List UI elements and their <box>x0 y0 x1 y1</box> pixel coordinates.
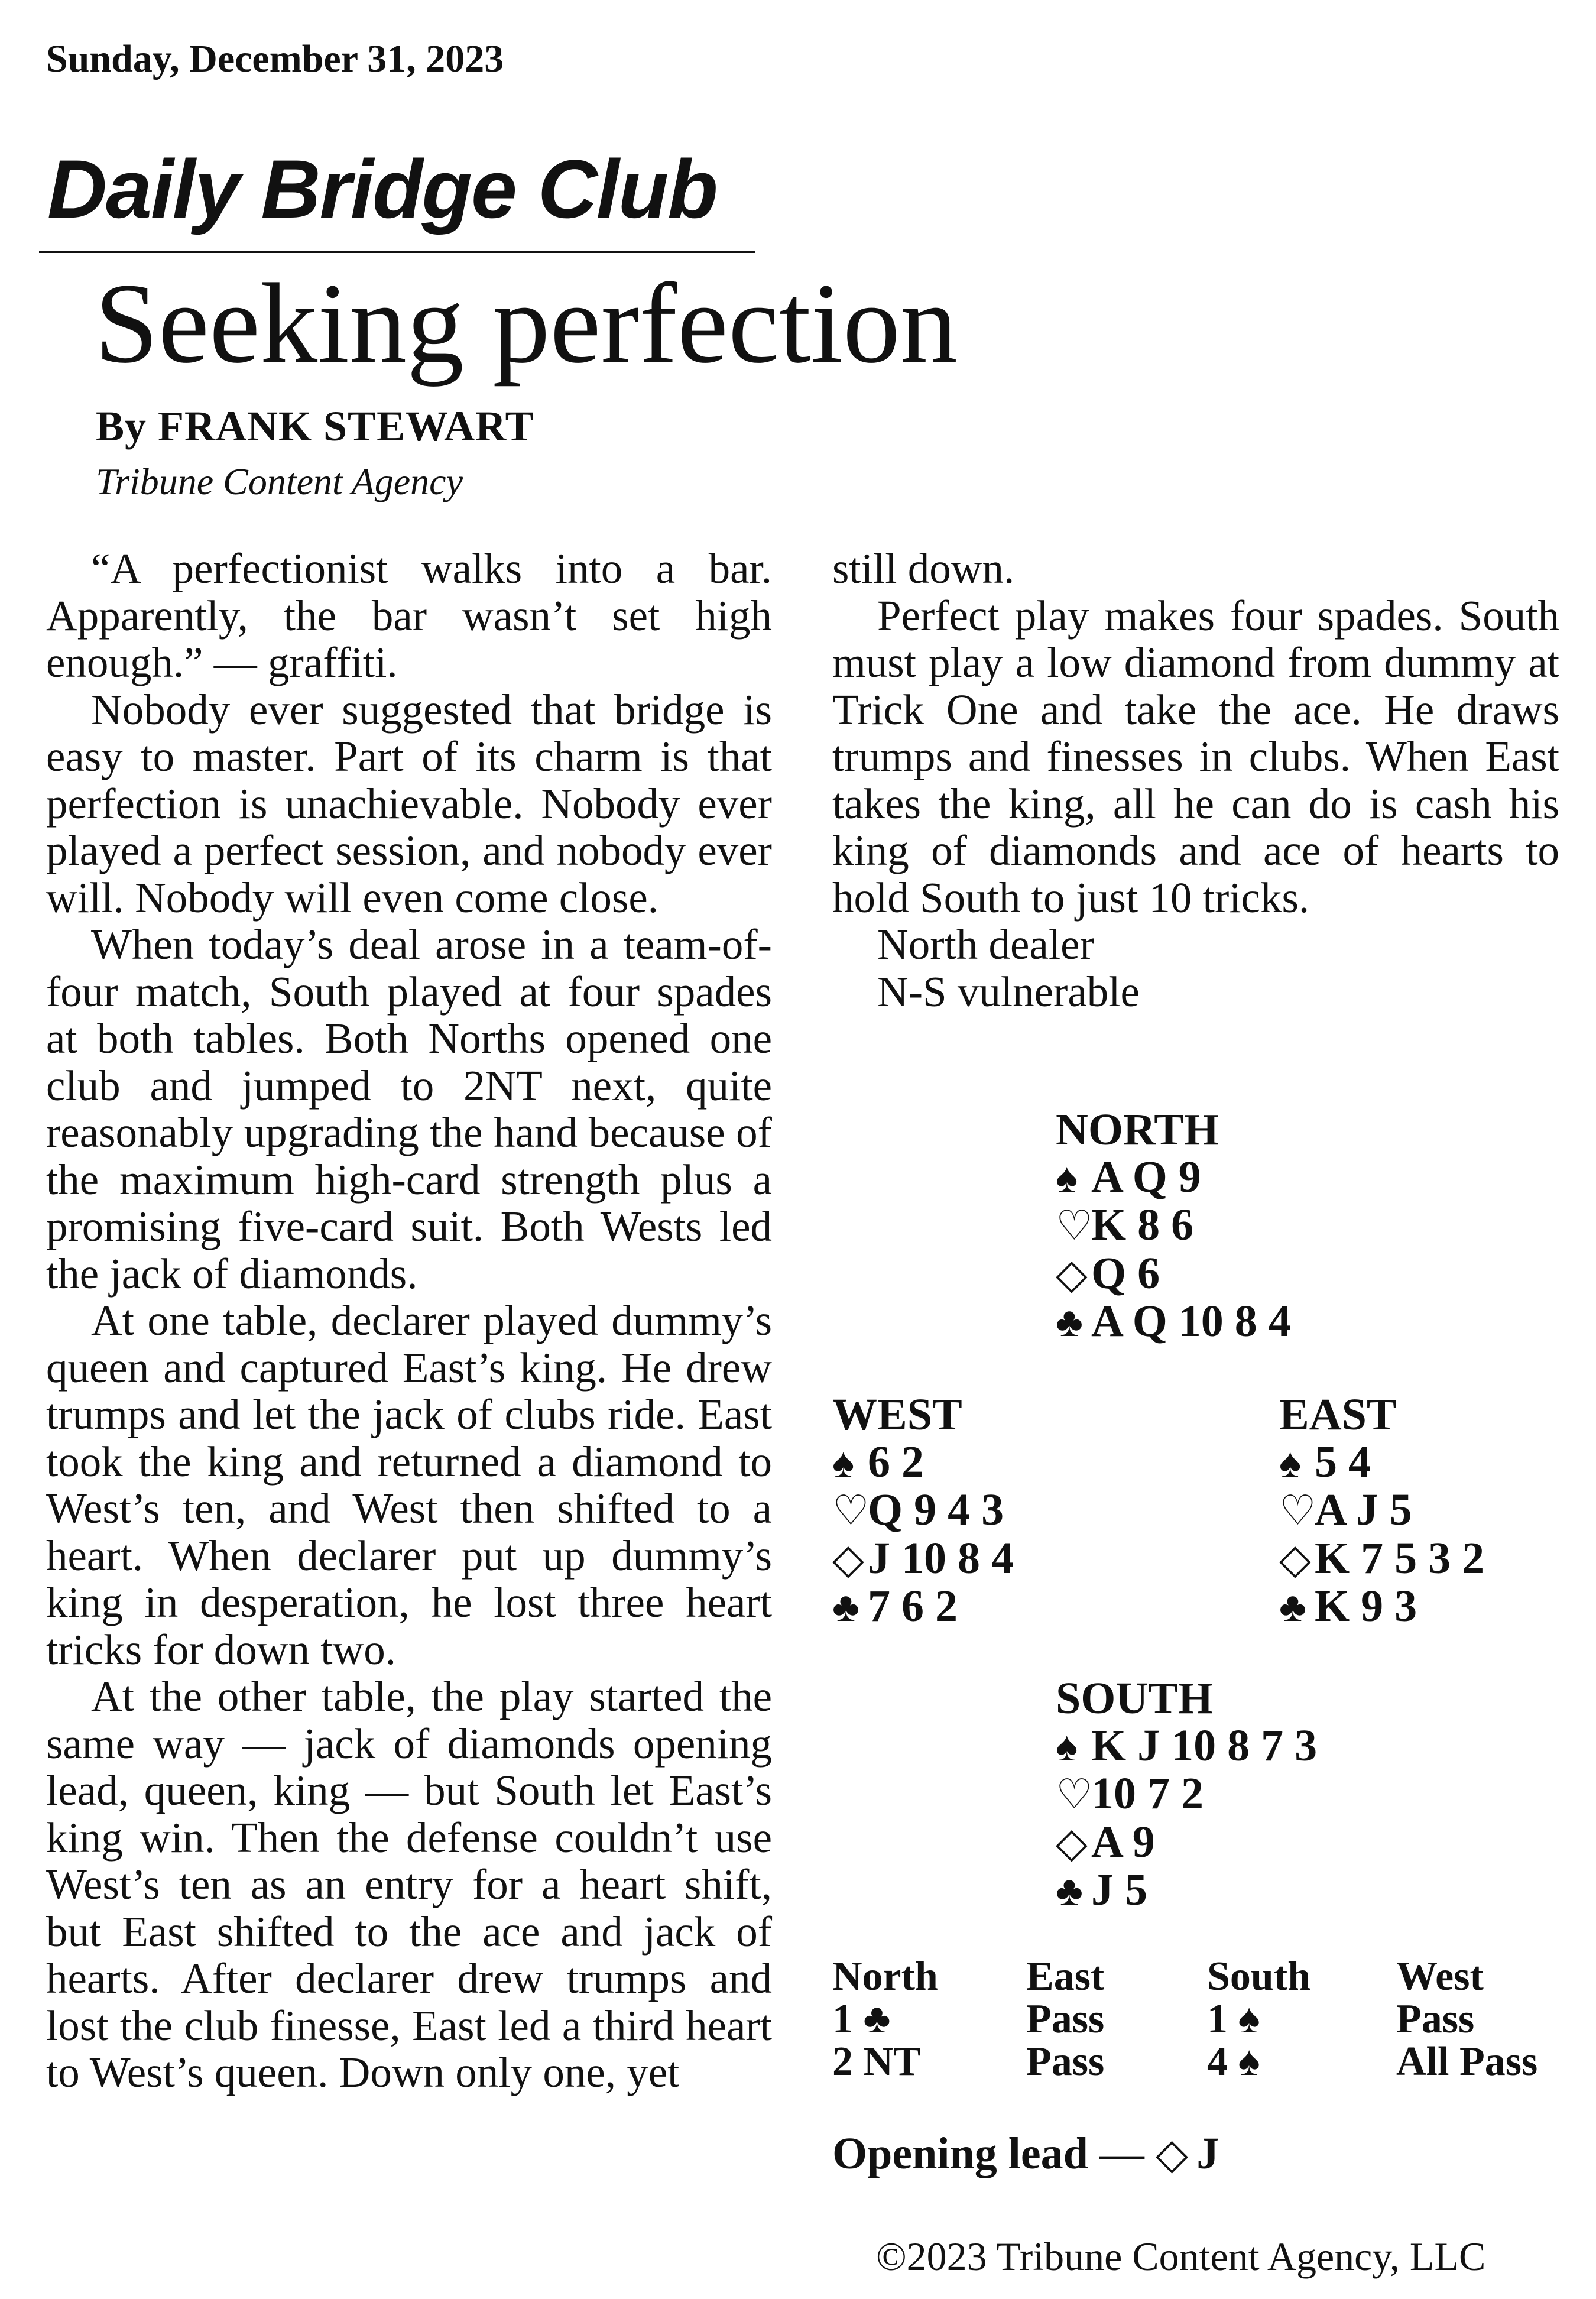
opening-lead-card: J <box>1196 2129 1219 2178</box>
heart-icon: ♡ <box>832 1489 870 1534</box>
diamond-icon: ◇ <box>1056 1251 1088 1298</box>
clubs-holding: ♣ K 9 3 <box>1279 1581 1417 1631</box>
copyright-notice: ©2023 Tribune Content Agency, LLC <box>876 2234 1486 2279</box>
diamonds-holding: ◇J 10 8 4 <box>832 1533 1014 1583</box>
hand-label: NORTH <box>1056 1105 1219 1155</box>
paragraph: When today’s deal arose in a team-of-four match, South played at four spades at both tables. Both Norths opened one club and jumped to 2NT next, quite reasonably upgrading the hand because of the maximum high-card strength plus a promising five-card suit. Both Wests led the jack of diamonds. <box>46 920 772 1298</box>
hand-label: EAST <box>1279 1390 1397 1439</box>
diamonds-holding: ◇Q 6 <box>1056 1248 1160 1298</box>
bid: 1 ♠ <box>1207 1996 1260 2042</box>
diamond-icon: ◇ <box>1056 1820 1088 1866</box>
article-column-left <box>46 545 772 2096</box>
spade-icon: ♠ <box>1056 1724 1078 1770</box>
opening-lead <box>832 2128 1219 2180</box>
dealer-info: North dealer <box>877 920 1094 968</box>
spades-holding: ♠ K J 10 8 7 3 <box>1056 1720 1318 1771</box>
bid-header: East <box>1026 1954 1105 1999</box>
hearts-holding: ♡A J 5 <box>1279 1485 1412 1535</box>
bidding-table <box>832 1956 1574 2083</box>
paragraph-continued: still down. <box>832 544 1015 592</box>
column-masthead: Daily Bridge Club <box>47 142 717 235</box>
agency-credit: Tribune Content Agency <box>96 461 463 502</box>
spades-holding: ♠ 5 4 <box>1279 1437 1371 1487</box>
hand-west <box>832 1392 1014 1632</box>
hearts-holding: ♡Q 9 4 3 <box>832 1485 1004 1535</box>
hand-east <box>1279 1392 1484 1632</box>
publication-date: Sunday, December 31, 2023 <box>46 37 504 80</box>
bid: 1 ♣ <box>832 1996 891 2042</box>
bid-header: North <box>832 1954 938 1999</box>
hand-label: SOUTH <box>1056 1674 1214 1723</box>
opening-lead-label: Opening lead — <box>832 2129 1144 2178</box>
hand-north <box>1056 1107 1291 1347</box>
spades-holding: ♠ A Q 9 <box>1056 1152 1201 1202</box>
heart-icon: ♡ <box>1279 1489 1316 1534</box>
hearts-holding: ♡K 8 6 <box>1056 1200 1194 1250</box>
spades-holding: ♠ 6 2 <box>832 1437 924 1487</box>
diamond-icon: ◇ <box>1279 1536 1311 1583</box>
spade-icon: ♠ <box>1279 1440 1302 1486</box>
bidding-header <box>832 1956 1574 1998</box>
bid-header: West <box>1396 1954 1484 1999</box>
paragraph: “A perfectionist walks into a bar. Apparently, the bar wasn’t set high enough.” — graffiti. <box>46 544 772 686</box>
clubs-holding: ♣ J 5 <box>1056 1865 1147 1915</box>
diamonds-holding: ◇K 7 5 3 2 <box>1279 1533 1485 1583</box>
club-icon: ♣ <box>1279 1585 1306 1630</box>
article-column-right <box>832 545 1559 1015</box>
clubs-holding: ♣ 7 6 2 <box>832 1581 958 1631</box>
diamond-icon: ◇ <box>832 1536 864 1583</box>
bid: 2 NT <box>832 2039 921 2084</box>
clubs-holding: ♣ A Q 10 8 4 <box>1056 1296 1291 1346</box>
hearts-holding: ♡10 7 2 <box>1056 1769 1204 1818</box>
vulnerability-info: N-S vulnerable <box>877 967 1140 1016</box>
paragraph: At the other table, the play started the same way — jack of diamonds opening lead, queen, king — but South let East’s king win. Then the defense couldn’t use West’s ten as an entry for a heart shift, but East shifted to the ace and jack of hearts. After declarer drew trumps and lost the club finesse, East led a third heart to West’s queen. Down only one, yet <box>46 1672 772 2096</box>
paragraph: At one table, declarer played dummy’s queen and captured East’s king. He drew trumps and let the jack of clubs ride. East took the king and returned a diamond to West’s ten, and West then shifted to a heart. When declarer put up dummy’s king in desperation, he lost three heart tricks for down two. <box>46 1296 772 1674</box>
bidding-round <box>832 1998 1574 2041</box>
hand-label: WEST <box>832 1390 962 1439</box>
bid: Pass <box>1396 1996 1475 2042</box>
paragraph: Perfect play makes four spades. South must play a low diamond from dummy at Trick One and take the ace. He draws trumps and finesses in clubs. When East takes the king, all he can do is cash his king of diamonds and ace of hearts to hold South to just 10 tricks. <box>832 591 1559 922</box>
heart-icon: ♡ <box>1056 1772 1093 1818</box>
article-headline: Seeking perfection <box>95 260 958 387</box>
spade-icon: ♠ <box>832 1440 855 1486</box>
club-icon: ♣ <box>832 1585 859 1630</box>
paragraph: Nobody ever suggested that bridge is easy to master. Part of its charm is that perfection is unachievable. Nobody ever played a perfect session, and nobody ever will. Nobody will even come close. <box>46 685 772 922</box>
masthead-rule <box>39 251 755 253</box>
club-icon: ♣ <box>1056 1869 1083 1914</box>
spade-icon: ♠ <box>1056 1155 1078 1201</box>
bid-header: South <box>1207 1954 1311 1999</box>
bid: Pass <box>1026 2039 1105 2084</box>
diamonds-holding: ◇A 9 <box>1056 1817 1155 1867</box>
hand-south <box>1056 1675 1317 1915</box>
club-icon: ♣ <box>1056 1300 1083 1345</box>
author-byline: By FRANK STEWART <box>96 403 534 450</box>
bidding-round <box>832 2041 1574 2083</box>
diamond-icon: ◇ <box>1155 2131 1189 2178</box>
bid: All Pass <box>1396 2039 1538 2084</box>
bid: Pass <box>1026 1996 1105 2042</box>
bid: 4 ♠ <box>1207 2039 1260 2084</box>
heart-icon: ♡ <box>1056 1204 1093 1249</box>
